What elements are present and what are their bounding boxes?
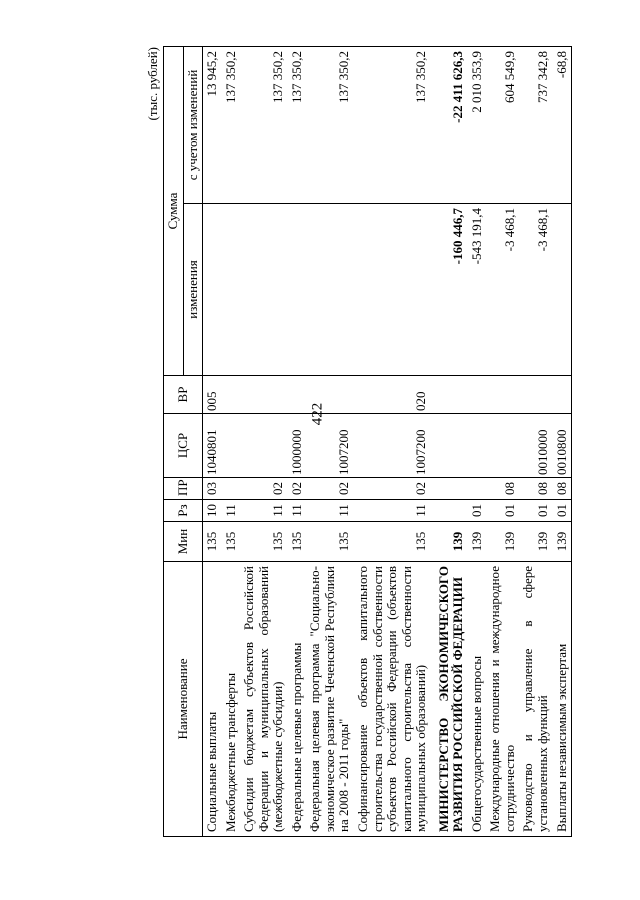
- table-body: [203, 47, 572, 837]
- cell-name: Федеральная целевая программа "Социально-экономическое развитие Чеченской Республики на 2008 - 2011 годы": [306, 562, 354, 837]
- table-row: [431, 47, 468, 837]
- cell-rz: 11: [306, 500, 354, 522]
- cell-total: 2 010 353,9: [468, 47, 487, 204]
- cell-change: [354, 204, 431, 376]
- cell-min: 139: [519, 522, 552, 562]
- cell-vr: 005: [203, 376, 222, 414]
- cell-rz: 10: [203, 500, 222, 522]
- cell-min: 135: [288, 522, 307, 562]
- cell-total: 604 549,9: [486, 47, 519, 204]
- cell-total: 137 350,2: [306, 47, 354, 204]
- cell-csr: [222, 414, 241, 478]
- cell-csr: 1007200: [306, 414, 354, 478]
- cell-vr: [222, 376, 241, 414]
- cell-change: -3 468,1: [486, 204, 519, 376]
- cell-rz: [431, 500, 468, 522]
- table-row: [222, 47, 241, 837]
- cell-total: 137 350,2: [288, 47, 307, 204]
- table-row: [553, 47, 572, 837]
- table-row: [519, 47, 552, 837]
- cell-min: 135: [306, 522, 354, 562]
- cell-change: [203, 204, 222, 376]
- cell-total: 137 350,2: [240, 47, 288, 204]
- cell-csr: [240, 414, 288, 478]
- cell-csr: 1007200: [354, 414, 431, 478]
- table-row: [486, 47, 519, 837]
- cell-name: МИНИСТЕРСТВО ЭКОНОМИЧЕСКОГО РАЗВИТИЯ РОССИЙСКОЙ ФЕДЕРАЦИИ: [431, 562, 468, 837]
- header-name: Наименование: [164, 562, 203, 837]
- cell-change: -160 446,7: [431, 204, 468, 376]
- cell-rz: 01: [519, 500, 552, 522]
- header-changes: изменения: [183, 204, 203, 376]
- cell-csr: 0010000: [519, 414, 552, 478]
- header-rz: Рз: [164, 500, 203, 522]
- cell-pr: 02: [354, 478, 431, 500]
- header-vr: ВР: [164, 376, 203, 414]
- page-number: 422: [309, 402, 326, 426]
- cell-change: [288, 204, 307, 376]
- cell-pr: [431, 478, 468, 500]
- cell-total: 13 945,2: [203, 47, 222, 204]
- cell-rz: 11: [354, 500, 431, 522]
- cell-name: Федеральные целевые программы: [288, 562, 307, 837]
- budget-table: [163, 46, 572, 837]
- cell-name: Международные отношения и международное сотрудничество: [486, 562, 519, 837]
- cell-vr: 020: [354, 376, 431, 414]
- cell-rz: 11: [240, 500, 288, 522]
- rotated-page-content: [145, 47, 595, 837]
- cell-csr: [431, 414, 468, 478]
- cell-change: -3 468,1: [519, 204, 552, 376]
- cell-change: [306, 204, 354, 376]
- cell-pr: 08: [486, 478, 519, 500]
- cell-name: Софинансирование объектов капитального строительства государственной собственности субъектов Российской Федерации (объектов капитального строительства собственности муниципальных образований): [354, 562, 431, 837]
- table-row: [288, 47, 307, 837]
- cell-csr: 1040801: [203, 414, 222, 478]
- cell-rz: 11: [222, 500, 241, 522]
- cell-min: 135: [203, 522, 222, 562]
- cell-vr: [519, 376, 552, 414]
- cell-min: 135: [222, 522, 241, 562]
- cell-rz: 01: [553, 500, 572, 522]
- cell-vr: [288, 376, 307, 414]
- cell-min: 139: [553, 522, 572, 562]
- cell-pr: 02: [240, 478, 288, 500]
- header-min: Мин: [164, 522, 203, 562]
- table-row: [203, 47, 222, 837]
- table-row: [468, 47, 487, 837]
- table-row: [354, 47, 431, 837]
- cell-vr: [468, 376, 487, 414]
- cell-pr: 03: [203, 478, 222, 500]
- cell-csr: 1000000: [288, 414, 307, 478]
- cell-total: 137 350,2: [354, 47, 431, 204]
- cell-pr: [222, 478, 241, 500]
- cell-rz: 11: [288, 500, 307, 522]
- cell-pr: 02: [306, 478, 354, 500]
- cell-min: 139: [486, 522, 519, 562]
- cell-total: -22 411 626,3: [431, 47, 468, 204]
- cell-min: 139: [468, 522, 487, 562]
- unit-label: (тыс. рублей): [145, 47, 160, 121]
- cell-min: 135: [240, 522, 288, 562]
- header-csr: ЦСР: [164, 414, 203, 478]
- cell-name: Межбюджетные трансферты: [222, 562, 241, 837]
- cell-min: 135: [354, 522, 431, 562]
- table-row: [306, 47, 354, 837]
- cell-rz: 01: [468, 500, 487, 522]
- cell-name: Социальные выплаты: [203, 562, 222, 837]
- cell-change: [222, 204, 241, 376]
- cell-vr: [306, 376, 354, 414]
- cell-change: [240, 204, 288, 376]
- cell-total: -68,8: [553, 47, 572, 204]
- cell-pr: 08: [553, 478, 572, 500]
- cell-pr: 08: [519, 478, 552, 500]
- cell-vr: [431, 376, 468, 414]
- header-with-changes: с учетом изменений: [183, 47, 203, 204]
- cell-total: 737 342,8: [519, 47, 552, 204]
- table-row: [240, 47, 288, 837]
- cell-name: Общегосударственные вопросы: [468, 562, 487, 837]
- cell-vr: [553, 376, 572, 414]
- cell-rz: 01: [486, 500, 519, 522]
- cell-min: 139: [431, 522, 468, 562]
- cell-pr: 02: [288, 478, 307, 500]
- cell-name: Субсидии бюджетам субъектов Российской Федерации и муниципальных образований (межбюджетные субсидии): [240, 562, 288, 837]
- table-header: [164, 47, 203, 837]
- header-pr: ПР: [164, 478, 203, 500]
- cell-csr: [468, 414, 487, 478]
- cell-csr: 0010800: [553, 414, 572, 478]
- cell-name: Выплаты независимым экспертам: [553, 562, 572, 837]
- cell-change: [553, 204, 572, 376]
- cell-total: 137 350,2: [222, 47, 241, 204]
- header-summa: Сумма: [164, 47, 184, 376]
- cell-vr: [240, 376, 288, 414]
- cell-vr: [486, 376, 519, 414]
- cell-pr: [468, 478, 487, 500]
- cell-change: -543 191,4: [468, 204, 487, 376]
- cell-csr: [486, 414, 519, 478]
- cell-name: Руководство и управление в сфере установленных функций: [519, 562, 552, 837]
